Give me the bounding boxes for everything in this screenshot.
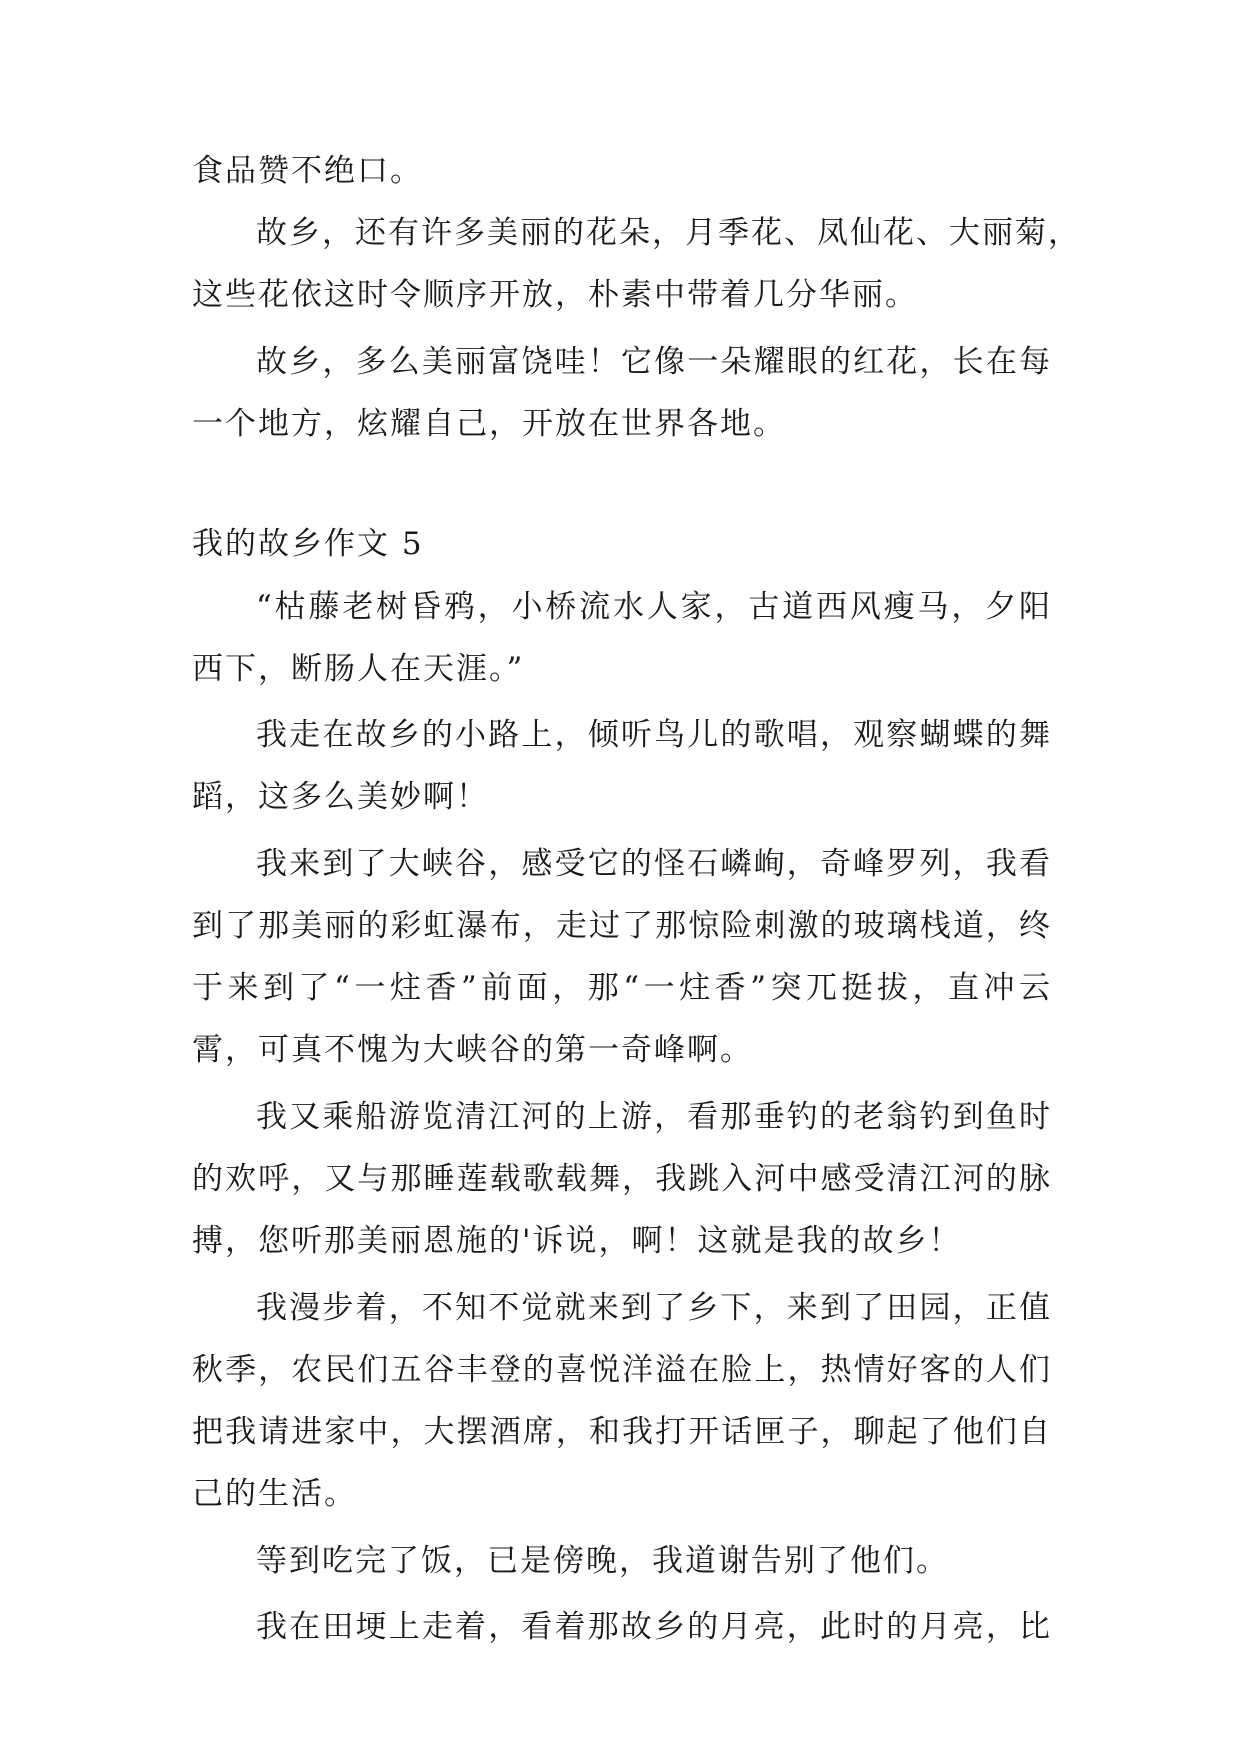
text-line: 搏，您听那美丽恩施的'诉说，啊！这就是我的故乡！ [192, 1223, 962, 1259]
text-line: “枯藤老树昏鸦，小桥流水人家，古道西风瘦马，夕阳 [256, 589, 1052, 625]
text-line: 到了那美丽的彩虹瀑布，走过了那惊险刺激的玻璃栈道，终 [192, 908, 1052, 944]
text-line: 西下，断肠人在天涯。” [192, 651, 525, 687]
text-line: 把我请进家中，大摆酒席，和我打开话匣子，聊起了他们自 [192, 1414, 1052, 1450]
section-heading: 我的故乡作文 5 [192, 526, 424, 562]
text-line: 故乡，多么美丽富饶哇！它像一朵耀眼的红花，长在每 [256, 344, 1052, 380]
text-line: 我来到了大峡谷，感受它的怪石嶙峋，奇峰罗列，我看 [256, 846, 1052, 882]
text-line: 我漫步着，不知不觉就来到了乡下，来到了田园，正值 [256, 1290, 1052, 1326]
text-line: 一个地方，炫耀自己，开放在世界各地。 [192, 406, 786, 442]
text-line: 等到吃完了饭，已是傍晚，我道谢告别了他们。 [256, 1543, 949, 1579]
text-line: 食品赞不绝口。 [192, 153, 423, 189]
text-line: 我在田埂上走着，看着那故乡的月亮，此时的月亮，比 [256, 1609, 1052, 1645]
text-line: 我又乘船游览清江河的上游，看那垂钓的老翁钓到鱼时 [256, 1099, 1052, 1135]
text-line: 秋季，农民们五谷丰登的喜悦洋溢在脸上，热情好客的人们 [192, 1352, 1052, 1388]
text-line: 蹈，这多么美妙啊！ [192, 779, 489, 815]
text-line: 于来到了“一炷香”前面，那“一炷香”突兀挺拔，直冲云 [192, 970, 1052, 1006]
text-line: 的欢呼，又与那睡莲载歌载舞，我跳入河中感受清江河的脉 [192, 1161, 1052, 1197]
text-line: 这些花依这时令顺序开放，朴素中带着几分华丽。 [192, 277, 918, 313]
text-line: 故乡，还有许多美丽的花朵，月季花、凤仙花、大丽菊， [256, 215, 1081, 251]
text-line: 我走在故乡的小路上，倾听鸟儿的歌唱，观察蝴蝶的舞 [256, 717, 1052, 753]
text-line: 霄，可真不愧为大峡谷的第一奇峰啊。 [192, 1032, 753, 1068]
text-line: 己的生活。 [192, 1476, 357, 1512]
